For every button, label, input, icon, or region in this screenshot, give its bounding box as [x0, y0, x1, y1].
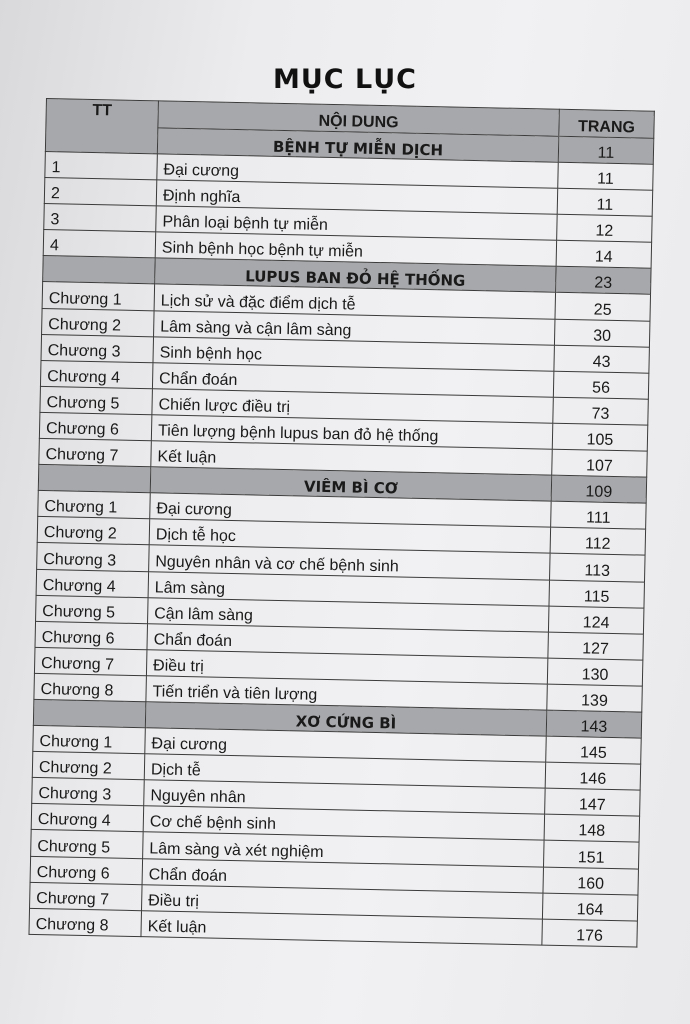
row-title: Nguyên nhân và cơ chế bệnh sinh: [149, 545, 550, 579]
row-number: Chương 4: [36, 569, 149, 597]
row-title: Lâm sàng: [148, 571, 549, 605]
row-number: Chương 7: [34, 647, 147, 675]
row-number: Chương 7: [30, 882, 143, 910]
header-page: TRANG: [559, 109, 655, 137]
row-title: Sinh bệnh học: [153, 336, 554, 370]
row-title: Chẩn đoán: [142, 858, 543, 892]
section-page: 23: [556, 267, 652, 295]
row-page: 146: [545, 762, 641, 790]
row-title: Tiên lượng bệnh lupus ban đỏ hệ thống: [151, 415, 552, 449]
row-page: 105: [552, 423, 648, 451]
row-number: Chương 1: [42, 282, 155, 310]
row-page: 107: [552, 449, 648, 477]
row-number: Chương 7: [39, 438, 152, 466]
row-page: 12: [557, 214, 653, 242]
row-number: Chương 6: [30, 856, 143, 884]
row-title: Chiến lược điều trị: [152, 389, 553, 423]
row-page: 11: [558, 162, 654, 190]
section-number: [43, 256, 156, 284]
section-page: 11: [558, 136, 654, 164]
row-number: 4: [43, 230, 156, 258]
row-number: 1: [45, 151, 158, 179]
row-page: 130: [547, 658, 643, 686]
row-number: Chương 5: [36, 595, 149, 623]
row-title: Nguyên nhân: [144, 780, 545, 814]
row-number: Chương 8: [29, 908, 142, 936]
row-number: Chương 3: [41, 334, 154, 362]
row-title: Lịch sử và đặc điểm dịch tễ: [154, 284, 555, 318]
row-number: 2: [44, 178, 157, 206]
row-title: Cận lâm sàng: [148, 597, 549, 631]
row-page: 113: [550, 554, 646, 582]
row-number: Chương 2: [42, 308, 155, 336]
row-title: Kết luận: [141, 910, 542, 944]
row-title: Định nghĩa: [156, 180, 557, 214]
row-number: Chương 8: [34, 673, 147, 701]
section-number: [38, 465, 151, 493]
row-title: Chẩn đoán: [152, 363, 553, 397]
section-title: XƠ CỨNG BÌ: [145, 702, 546, 736]
row-page: 145: [546, 736, 642, 764]
row-title: Cơ chế bệnh sinh: [143, 806, 544, 840]
row-title: Lâm sàng và cận lâm sàng: [154, 310, 555, 344]
page-title: MỤC LỤC: [273, 64, 417, 95]
row-page: 111: [551, 501, 647, 529]
row-number: Chương 3: [37, 543, 150, 571]
row-number: Chương 2: [32, 752, 145, 780]
header-content: NỘI DUNG: [158, 101, 559, 136]
row-title: Đại cương: [150, 493, 551, 527]
row-number: Chương 4: [31, 804, 144, 832]
row-page: 148: [544, 814, 640, 842]
toc-body: [29, 99, 654, 947]
row-title: Điều trị: [142, 884, 543, 918]
row-title: Điều trị: [146, 650, 547, 684]
row-title: Kết luận: [151, 441, 552, 475]
row-page: 124: [548, 606, 644, 634]
section-title: BỆNH TỰ MIỄN DỊCH: [157, 127, 558, 162]
row-title: Chẩn đoán: [147, 623, 548, 657]
row-number: Chương 6: [35, 621, 148, 649]
row-page: 14: [556, 241, 652, 269]
row-page: 139: [547, 684, 643, 712]
table-of-contents: [28, 98, 654, 947]
row-page: 115: [549, 580, 645, 608]
row-title: Lâm sàng và xét nghiệm: [143, 832, 544, 866]
row-title: Đại cương: [157, 154, 558, 188]
row-number: Chương 6: [39, 412, 152, 440]
row-title: Dịch tễ: [144, 754, 545, 788]
row-number: Chương 4: [40, 360, 153, 388]
row-title: Dịch tễ học: [149, 519, 550, 553]
row-page: 151: [544, 841, 640, 869]
row-page: 73: [553, 397, 649, 425]
row-number: Chương 5: [31, 830, 144, 858]
row-title: Phân loại bệnh tự miễn: [156, 206, 557, 240]
row-page: 164: [542, 893, 638, 921]
row-page: 147: [545, 788, 641, 816]
section-title: LUPUS BAN ĐỎ HỆ THỐNG: [155, 258, 556, 292]
row-page: 127: [548, 632, 644, 660]
row-page: 176: [542, 919, 638, 947]
row-title: Tiến triển và tiên lượng: [146, 676, 547, 710]
section-page: 143: [546, 710, 642, 738]
row-number: Chương 3: [32, 778, 145, 806]
row-title: Đại cương: [145, 728, 546, 762]
row-page: 11: [557, 188, 653, 216]
row-number: Chương 5: [40, 386, 153, 414]
row-page: 30: [554, 319, 650, 347]
row-number: 3: [44, 204, 157, 232]
row-number: Chương 1: [38, 491, 151, 519]
row-page: 56: [553, 371, 649, 399]
section-number: [33, 699, 146, 727]
header-tt: TT: [45, 99, 158, 154]
row-number: Chương 2: [37, 517, 150, 545]
section-title: VIÊM BÌ CƠ: [150, 467, 551, 501]
row-number: Chương 1: [33, 725, 146, 753]
section-page: 109: [551, 475, 647, 503]
row-title: Sinh bệnh học bệnh tự miễn: [155, 232, 556, 266]
row-page: 43: [554, 345, 650, 373]
row-page: 25: [555, 293, 651, 321]
row-page: 112: [550, 527, 646, 555]
row-page: 160: [543, 867, 639, 895]
